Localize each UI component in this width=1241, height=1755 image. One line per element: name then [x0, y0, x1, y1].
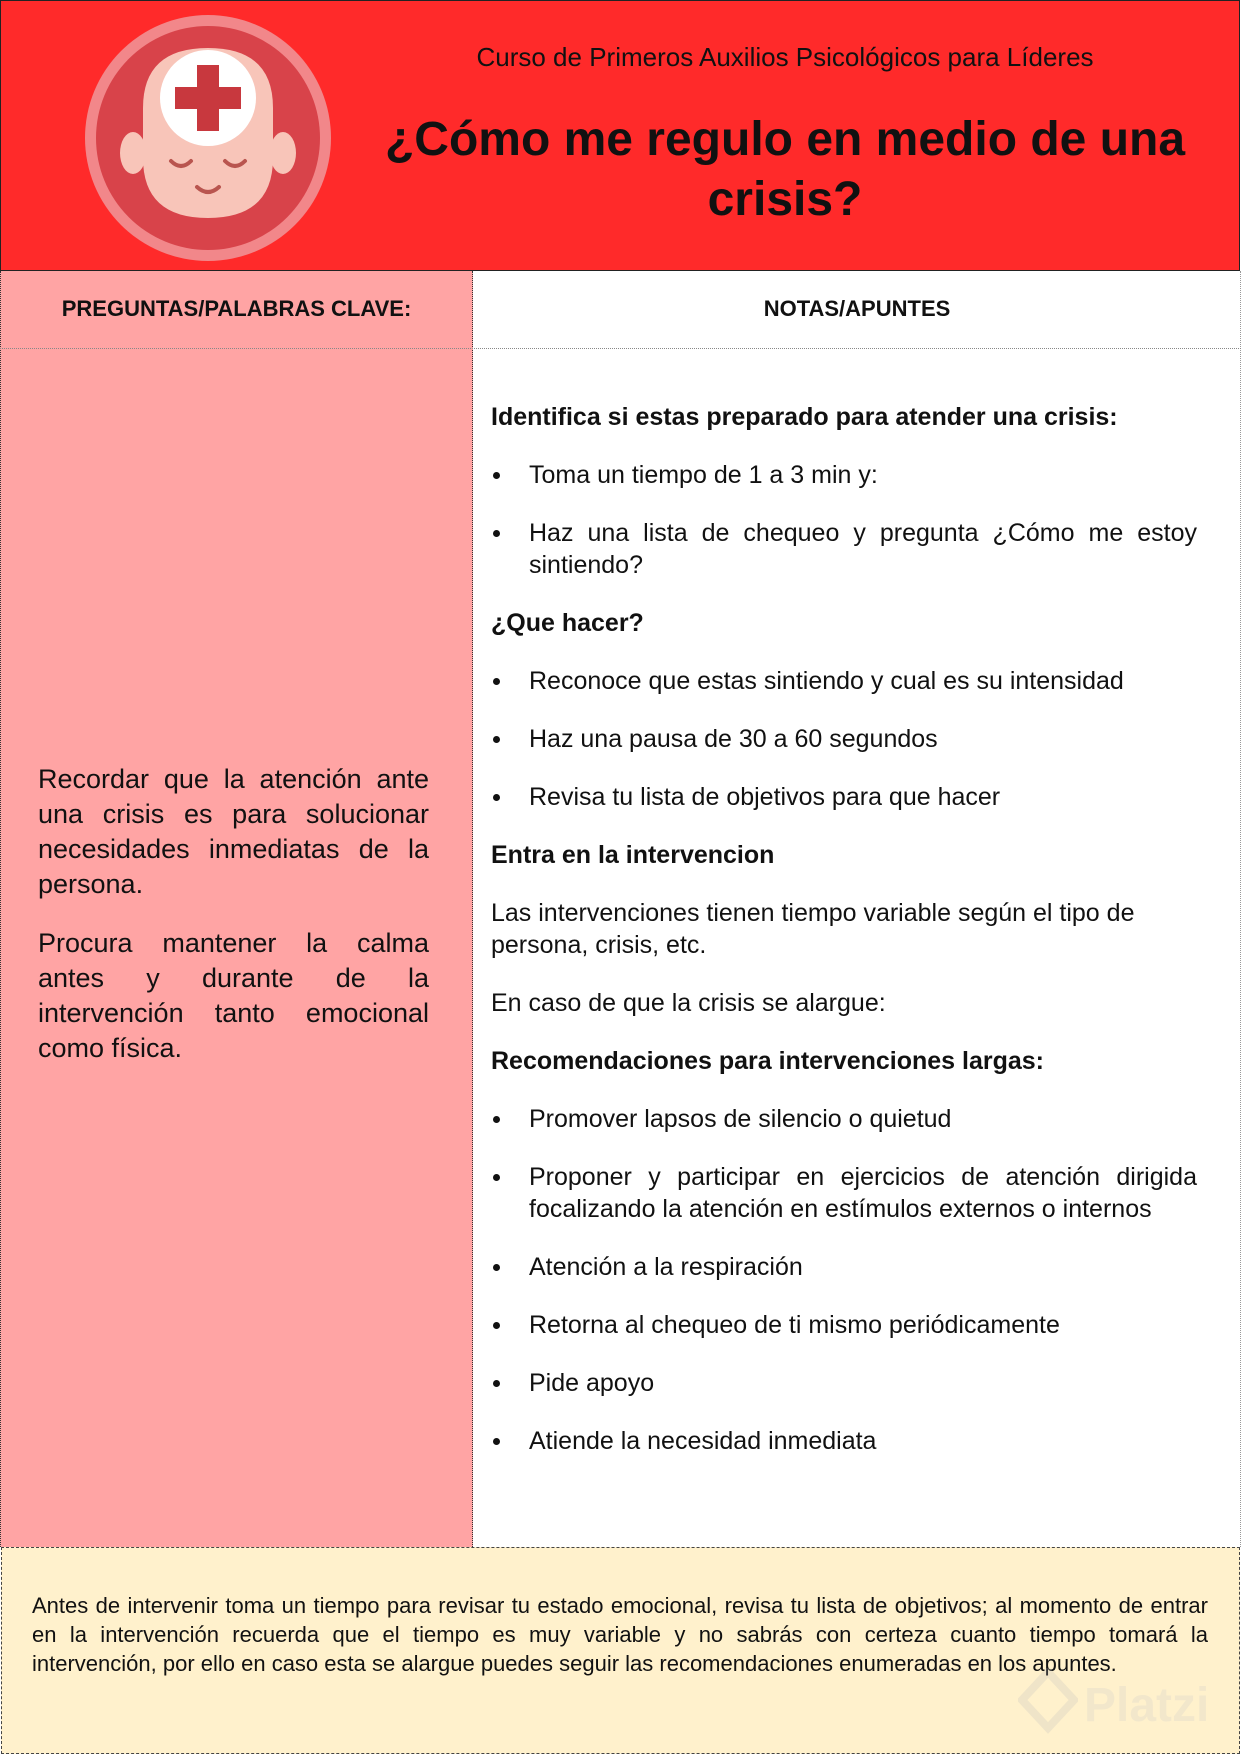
notes-item-text: Reconoce que estas sintiendo y cual es su intensidad	[529, 667, 1124, 695]
notes-item-text: ¿Que hacer?	[491, 609, 644, 637]
platzi-watermark-text: Platzi	[1084, 1679, 1210, 1732]
notes-bullet-item	[491, 781, 1197, 813]
notes-item-text: Pide apoyo	[529, 1369, 655, 1397]
notes-bullet-item	[491, 517, 1197, 581]
notes-item-text: Toma un tiempo de 1 a 3 min y:	[529, 461, 878, 489]
notes-item-text: Proponer y participar en ejercicios de atención dirigida focalizando la atención en estímulos externos o internos	[529, 1163, 1197, 1223]
notes-paragraph	[491, 987, 1197, 1019]
bullet-dot-icon	[493, 736, 500, 743]
bullet-dot-icon	[493, 530, 500, 537]
notes-bullet-item	[491, 723, 1197, 755]
notes-item-text: Entra en la intervencion	[491, 841, 775, 869]
notes-item-text: Haz una pausa de 30 a 60 segundos	[529, 725, 938, 753]
notes-bullet-item	[491, 1103, 1197, 1135]
notes-bullet-item	[491, 1251, 1197, 1283]
keywords-content	[38, 762, 429, 1090]
head-with-red-cross-icon	[83, 13, 333, 263]
notes-column-header: NOTAS/APUNTES	[763, 296, 951, 321]
notes-heading	[491, 839, 1197, 871]
bullet-dot-icon	[493, 1322, 500, 1329]
notes-item-text: Atiende la necesidad inmediata	[529, 1427, 877, 1455]
platzi-watermark	[1018, 1668, 1240, 1748]
bullet-dot-icon	[493, 472, 500, 479]
notes-heading	[491, 401, 1197, 433]
bullet-dot-icon	[493, 678, 500, 685]
page-title	[350, 110, 1220, 230]
bullet-dot-icon	[493, 1264, 500, 1271]
keywords-column-header: PREGUNTAS/PALABRAS CLAVE:	[61, 296, 412, 321]
notes-item-text: Las intervenciones tienen tiempo variable según el tipo de persona, crisis, etc.	[491, 899, 1135, 959]
notes-heading	[491, 1045, 1197, 1077]
notes-bullet-item	[491, 665, 1197, 697]
bullet-dot-icon	[493, 1174, 500, 1181]
notes-item-text: Identifica si estas preparado para atender una crisis:	[491, 403, 1118, 431]
bullet-dot-icon	[493, 1438, 500, 1445]
notes-item-text: Promover lapsos de silencio o quietud	[529, 1105, 952, 1133]
notes-item-text: Atención a la respiración	[529, 1253, 803, 1281]
summary-text: Antes de intervenir toma un tiempo para revisar tu estado emocional, revisa tu lista de objetivos; al momento de entrar en la intervención recuerda que el tiempo es muy variable y no sabrás con certeza cuanto tiempo tomará la intervención, por ello en caso esta se alargue puedes seguir las recomendaciones enumeradas en los apuntes.	[32, 1593, 1208, 1676]
header-row-divider	[0, 348, 1241, 349]
notes-item-text: Retorna al chequeo de ti mismo periódicamente	[529, 1311, 1060, 1339]
notes-bullet-item	[491, 1161, 1197, 1225]
notes-bullet-item	[491, 459, 1197, 491]
bullet-dot-icon	[493, 794, 500, 801]
course-subtitle: Curso de Primeros Auxilios Psicológicos para Líderes	[476, 42, 1094, 72]
platzi-logo-icon	[1018, 1668, 1078, 1738]
notes-bullet-item	[491, 1309, 1197, 1341]
notes-bullet-item	[491, 1367, 1197, 1399]
bullet-dot-icon	[493, 1116, 500, 1123]
notes-content	[491, 401, 1197, 1483]
keyword-paragraph: Procura mantener la calma antes y durante de la intervención tanto emocional como física.	[38, 928, 429, 1063]
bullet-dot-icon	[493, 1380, 500, 1387]
notes-paragraph	[491, 897, 1197, 961]
notes-item-text: Recomendaciones para intervenciones largas:	[491, 1047, 1044, 1075]
notes-heading	[491, 607, 1197, 639]
keyword-paragraph: Recordar que la atención ante una crisis es para solucionar necesidades inmediatas de la persona.	[38, 764, 429, 899]
notes-item-text: Revisa tu lista de objetivos para que hacer	[529, 783, 1001, 811]
page-title-line-2: crisis?	[707, 173, 863, 226]
page-title-line-1: ¿Cómo me regulo en medio de una	[384, 113, 1186, 166]
notes-item-text: En caso de que la crisis se alargue:	[491, 989, 886, 1017]
notes-item-text: Haz una lista de chequeo y pregunta ¿Cómo me estoy sintiendo?	[529, 519, 1197, 579]
notes-bullet-item	[491, 1425, 1197, 1457]
